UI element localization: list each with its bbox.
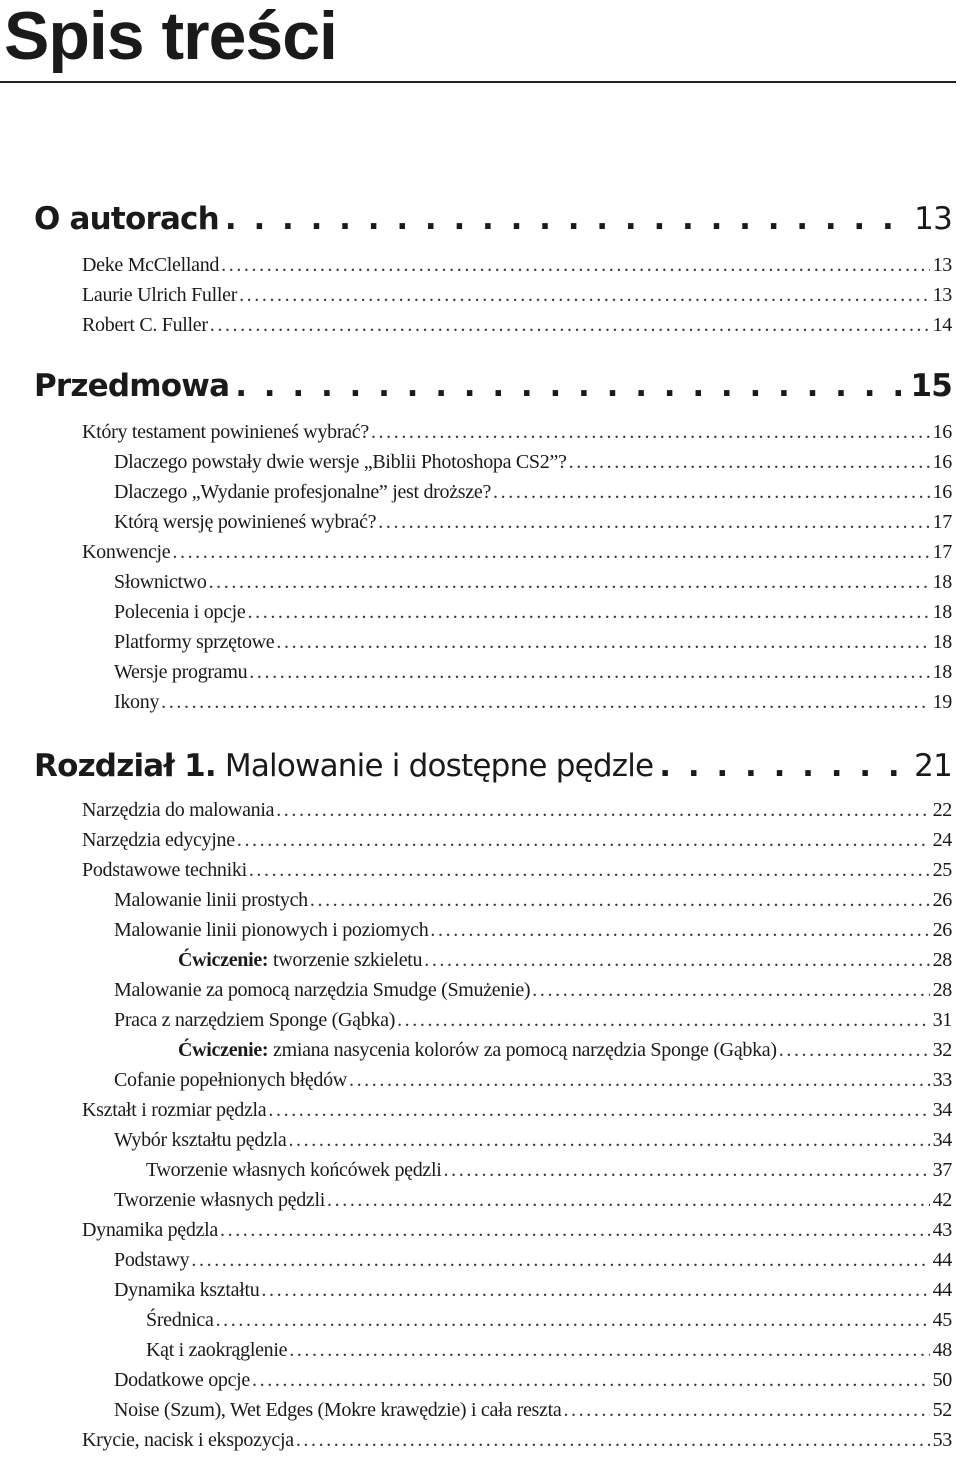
toc-entry-page: 37 [932,1159,952,1181]
toc-entry[interactable] [114,481,952,507]
dot-leader [371,421,930,445]
dot-leader [349,1069,930,1093]
toc-entry[interactable] [114,661,952,687]
dot-leader [310,889,930,913]
dot-leader [493,481,930,505]
toc-entry-label: Dynamika pędzla [82,1219,218,1241]
toc-entry[interactable] [114,889,952,915]
dot-leader [378,511,929,535]
toc-entry[interactable] [114,571,952,597]
toc-entry-page: 19 [932,691,952,713]
dot-leader [779,1039,930,1063]
toc-entry-label [178,949,422,972]
toc-entry-label [178,1039,777,1062]
toc-entry-page: 53 [932,1429,952,1451]
toc-entry-label: Wersje programu [114,661,248,683]
toc-entry[interactable] [82,314,952,340]
toc-entry-page: 18 [932,571,952,593]
toc-entry-label: Średnica [146,1309,214,1331]
toc-exercise-entry[interactable] [178,949,952,975]
toc-entry-page: 18 [932,631,952,653]
toc-entry[interactable] [82,799,952,825]
toc-exercise-entry[interactable] [178,1039,952,1065]
toc-entry[interactable] [82,859,952,885]
dot-leader [225,201,910,238]
toc-entry-label: Laurie Ulrich Fuller [82,284,238,306]
dot-leader [249,859,930,883]
dot-leader [563,1399,929,1423]
toc-entry-page: 26 [932,919,952,941]
toc-section-heading[interactable] [34,201,952,243]
toc-entry[interactable] [114,919,952,945]
toc-entry-label: Noise (Szum), Wet Edges (Mokre krawędzie) i cała reszta [114,1399,562,1421]
dot-leader [220,1219,930,1243]
toc-entry-page: 13 [932,284,952,306]
dot-leader [289,1339,929,1363]
toc-entry-page: 16 [932,421,952,443]
toc-entry-label: Platformy sprzętowe [114,631,275,653]
toc-entry[interactable] [82,541,952,567]
toc-entry-label: Podstawy [114,1249,190,1271]
toc-entry-page: 44 [932,1279,952,1301]
toc-entry[interactable] [114,1069,952,1095]
toc-entry[interactable] [114,1369,952,1395]
toc-entry-page: 33 [932,1069,952,1091]
dot-leader [235,368,906,405]
toc-entry[interactable] [114,1009,952,1035]
section-page-number: 15 [910,368,952,404]
dot-leader [327,1189,930,1213]
dot-leader [237,829,930,853]
dot-leader [569,451,930,475]
section-title-bold: Przedmowa [34,368,230,404]
toc-entry-page: 16 [932,451,952,473]
dot-leader [248,601,930,625]
toc-entry-page: 32 [932,1039,952,1061]
toc-chapter-heading[interactable] [34,748,952,790]
toc-entry-label: Robert C. Fuller [82,314,208,336]
toc-entry-label: Słownictwo [114,571,207,593]
dot-leader [249,661,929,685]
exercise-prefix: Ćwiczenie: [178,1039,269,1061]
toc-entry-page: 31 [932,1009,952,1031]
toc-entry[interactable] [114,1249,952,1275]
dot-leader [296,1429,930,1453]
toc-entry-label: Cofanie popełnionych błędów [114,1069,347,1091]
toc-entry-page: 28 [932,949,952,971]
toc-entry-page: 16 [932,481,952,503]
dot-leader [444,1159,930,1183]
toc-entry[interactable] [114,979,952,1005]
section-title [34,201,219,237]
toc-entry[interactable] [146,1309,952,1335]
toc-entry[interactable] [114,511,952,537]
toc-entry-page: 34 [932,1129,952,1151]
dot-leader [276,799,929,823]
dot-leader [659,748,910,785]
dot-leader [424,949,929,973]
dot-leader [216,1309,930,1333]
toc-entry-page: 44 [932,1249,952,1271]
toc-section-heading[interactable] [34,368,952,410]
toc-entry-page: 13 [932,254,952,276]
toc-entry[interactable] [114,631,952,657]
toc-entry[interactable] [82,284,952,310]
toc-entry-label: Malowanie za pomocą narzędzia Smudge (Smużenie) [114,979,531,1001]
dot-leader [209,571,930,595]
toc-entry-page: 52 [932,1399,952,1421]
toc-entry[interactable] [146,1159,952,1185]
dot-leader [532,979,929,1003]
toc-entry-page: 43 [932,1219,952,1241]
toc-entry-page: 17 [932,511,952,533]
toc-entry-label: Dlaczego „Wydanie profesjonalne” jest droższe? [114,481,492,503]
toc-entry-label: Praca z narzędziem Sponge (Gąbka) [114,1009,396,1031]
toc-entry-label: Ikony [114,691,160,713]
dot-leader [161,691,929,715]
dot-leader [397,1009,930,1033]
toc-entry[interactable] [114,451,952,477]
exercise-title: tworzenie szkieletu [273,949,423,971]
toc-entry[interactable] [114,1189,952,1215]
dot-leader [261,1279,929,1303]
dot-leader [221,254,929,278]
toc-entry[interactable] [82,829,952,855]
toc-entry-label: Tworzenie własnych końcówek pędzli [146,1159,442,1181]
toc-entry-page: 18 [932,601,952,623]
toc-entry-label: Wybór kształtu pędzla [114,1129,287,1151]
toc-entry-page: 34 [932,1099,952,1121]
dot-leader [268,1099,929,1123]
chapter-title: Malowanie i dostępne pędzle [224,748,654,784]
toc-entry[interactable] [114,691,952,717]
toc-entry[interactable] [82,421,952,447]
toc-entry-label: Tworzenie własnych pędzli [114,1189,326,1211]
dot-leader [430,919,929,943]
toc-entry-label: Malowanie linii pionowych i poziomych [114,919,429,941]
toc-entry[interactable] [82,1099,952,1125]
toc-entry[interactable] [146,1339,952,1365]
section-page-number: 13 [914,201,952,237]
toc-entry-page: 22 [932,799,952,821]
toc-entry[interactable] [82,1429,952,1455]
toc-entry-page: 26 [932,889,952,911]
toc-entry-page: 45 [932,1309,952,1331]
toc-entry-label: Narzędzia do malowania [82,799,275,821]
section-title-bold: O autorach [34,201,219,237]
toc-entry-label: Którą wersję powinieneś wybrać? [114,511,377,533]
section-title [34,748,653,784]
toc-entry-label: Dodatkowe opcje [114,1369,251,1391]
dot-leader [276,631,929,655]
toc-entry-label: Deke McClelland [82,254,220,276]
toc-entry[interactable] [114,601,952,627]
section-title [34,368,229,404]
toc-entry-label: Malowanie linii prostych [114,889,308,911]
toc-entry-label: Kąt i zaokrąglenie [146,1339,288,1361]
toc-entry-label: Krycie, nacisk i ekspozycja [82,1429,294,1451]
dot-leader [239,284,930,308]
toc-entry[interactable] [82,254,952,280]
toc-entry-label: Kształt i rozmiar pędzla [82,1099,267,1121]
toc-entry-page: 48 [932,1339,952,1361]
title-rule [0,81,956,83]
toc-entry-label: Narzędzia edycyjne [82,829,235,851]
chapter-number: Rozdział 1. [34,748,216,784]
toc-entry-label: Dlaczego powstały dwie wersje „Biblii Photoshopa CS2”? [114,451,567,473]
toc-entry-label: Który testament powinieneś wybrać? [82,421,369,443]
exercise-title: zmiana nasycenia kolorów za pomocą narzędzia Sponge (Gąbka) [273,1039,777,1061]
dot-leader [288,1129,929,1153]
toc-entry-label: Dynamika kształtu [114,1279,260,1301]
toc-entry-label: Polecenia i opcje [114,601,246,623]
toc-entry-page: 42 [932,1189,952,1211]
dot-leader [210,314,930,338]
toc-entry[interactable] [114,1279,952,1305]
section-page-number: 21 [914,748,952,784]
toc-entry-label: Podstawowe techniki [82,859,247,881]
toc-entry[interactable] [82,1219,952,1245]
page-title: Spis treści [4,0,337,74]
toc-entry-label: Konwencje [82,541,171,563]
dot-leader [172,541,929,565]
toc-entry-page: 14 [932,314,952,336]
toc-entry-page: 17 [932,541,952,563]
exercise-prefix: Ćwiczenie: [178,949,269,971]
toc-entry-page: 24 [932,829,952,851]
toc-entry-page: 25 [932,859,952,881]
toc-entry[interactable] [114,1129,952,1155]
toc-entry-page: 50 [932,1369,952,1391]
toc-entry-page: 28 [932,979,952,1001]
toc-entry[interactable] [114,1399,952,1425]
toc-entry-page: 18 [932,661,952,683]
dot-leader [252,1369,930,1393]
dot-leader [191,1249,929,1273]
